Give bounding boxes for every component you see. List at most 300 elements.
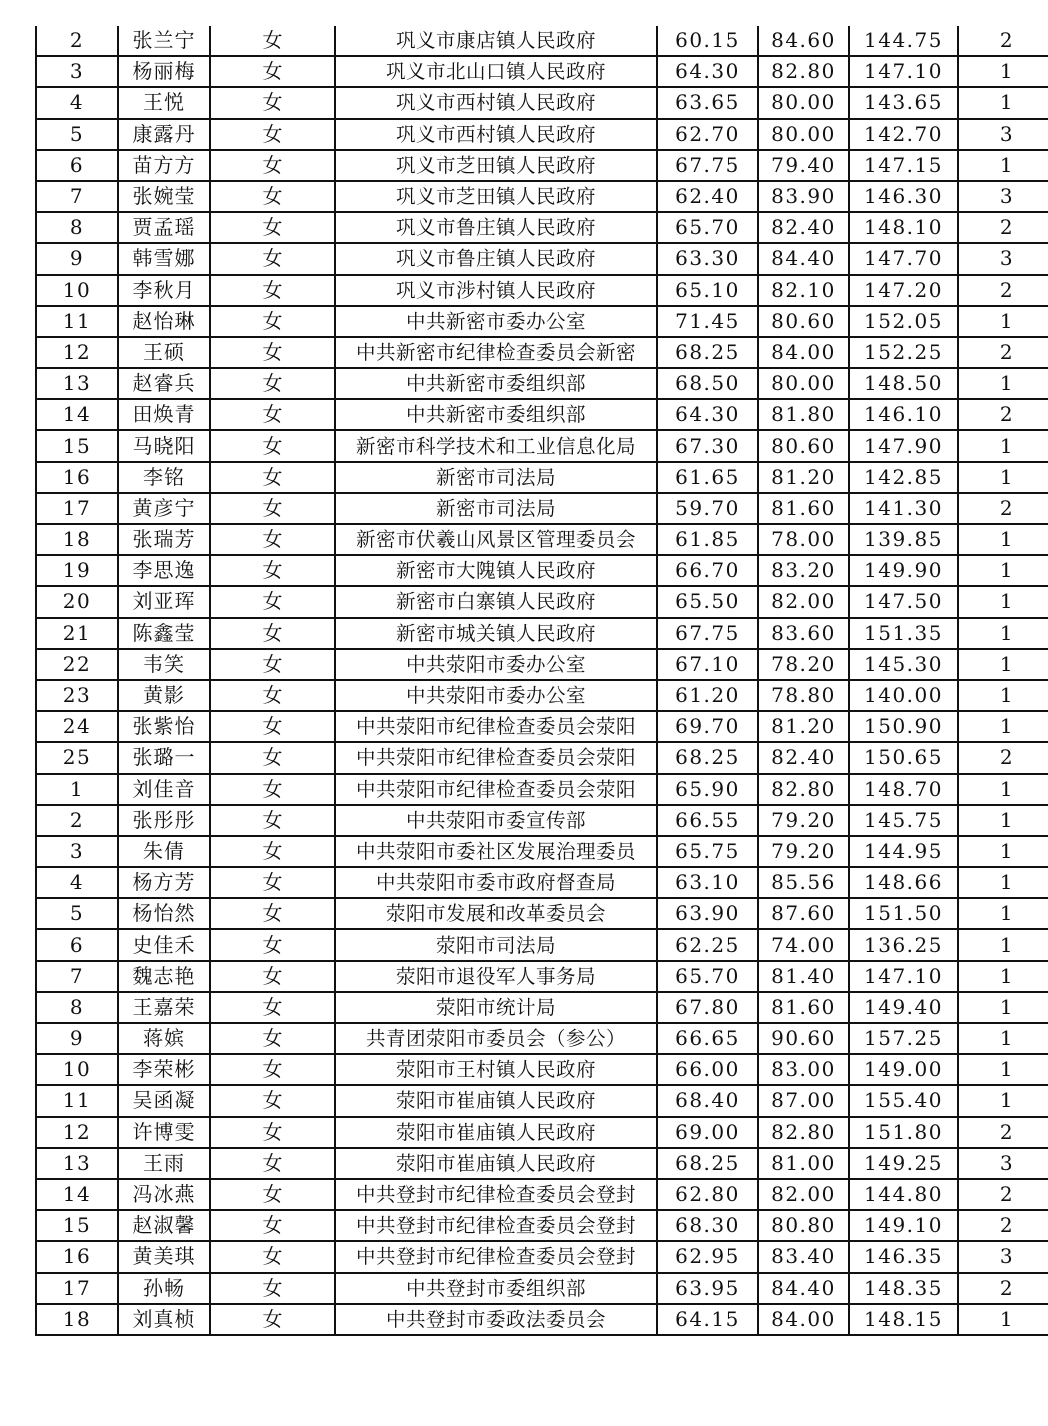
table-row bbox=[36, 181, 1048, 212]
cell-name: 李铭 bbox=[118, 462, 210, 493]
cell-gender: 女 bbox=[210, 711, 335, 742]
cell-seq-no: 18 bbox=[36, 1304, 118, 1335]
cell-gender: 女 bbox=[210, 1148, 335, 1179]
cell-gender: 女 bbox=[210, 649, 335, 680]
cell-name: 赵淑馨 bbox=[118, 1210, 210, 1241]
table-row bbox=[36, 1179, 1048, 1210]
cell-total-score: 144.95 bbox=[849, 836, 958, 867]
table-row bbox=[36, 1304, 1048, 1335]
table-row bbox=[36, 1241, 1048, 1272]
cell-written-score: 67.10 bbox=[657, 649, 758, 680]
cell-written-score: 63.95 bbox=[657, 1273, 758, 1304]
cell-gender: 女 bbox=[210, 555, 335, 586]
cell-seq-no: 13 bbox=[36, 368, 118, 399]
cell-total-score: 149.90 bbox=[849, 555, 958, 586]
cell-gender: 女 bbox=[210, 26, 335, 56]
cell-name: 田焕青 bbox=[118, 399, 210, 430]
cell-seq-no: 6 bbox=[36, 929, 118, 960]
cell-name: 杨丽梅 bbox=[118, 56, 210, 87]
cell-rank: 1 bbox=[958, 1054, 1048, 1085]
cell-organization: 荥阳市发展和改革委员会 bbox=[335, 898, 657, 929]
cell-interview-score: 79.20 bbox=[758, 805, 849, 836]
cell-seq-no: 16 bbox=[36, 1241, 118, 1272]
cell-rank: 3 bbox=[958, 1241, 1048, 1272]
cell-total-score: 147.10 bbox=[849, 961, 958, 992]
cell-gender: 女 bbox=[210, 961, 335, 992]
cell-total-score: 147.90 bbox=[849, 430, 958, 461]
cell-name: 魏志艳 bbox=[118, 961, 210, 992]
table-row bbox=[36, 1023, 1048, 1054]
cell-total-score: 144.80 bbox=[849, 1179, 958, 1210]
cell-interview-score: 82.10 bbox=[758, 275, 849, 306]
table-row bbox=[36, 555, 1048, 586]
cell-gender: 女 bbox=[210, 774, 335, 805]
table-row bbox=[36, 1085, 1048, 1116]
cell-seq-no: 12 bbox=[36, 337, 118, 368]
cell-rank: 1 bbox=[958, 430, 1048, 461]
cell-seq-no: 16 bbox=[36, 462, 118, 493]
cell-written-score: 64.30 bbox=[657, 399, 758, 430]
cell-rank: 2 bbox=[958, 212, 1048, 243]
cell-interview-score: 81.60 bbox=[758, 493, 849, 524]
cell-name: 韦笑 bbox=[118, 649, 210, 680]
cell-rank: 3 bbox=[958, 181, 1048, 212]
cell-rank: 1 bbox=[958, 961, 1048, 992]
cell-total-score: 144.75 bbox=[849, 26, 958, 56]
table-row bbox=[36, 26, 1048, 56]
cell-seq-no: 2 bbox=[36, 26, 118, 56]
cell-total-score: 157.25 bbox=[849, 1023, 958, 1054]
cell-organization: 新密市司法局 bbox=[335, 493, 657, 524]
cell-rank: 1 bbox=[958, 150, 1048, 181]
cell-gender: 女 bbox=[210, 1054, 335, 1085]
cell-total-score: 136.25 bbox=[849, 929, 958, 960]
cell-name: 冯冰燕 bbox=[118, 1179, 210, 1210]
cell-gender: 女 bbox=[210, 680, 335, 711]
cell-written-score: 66.65 bbox=[657, 1023, 758, 1054]
cell-organization: 中共新密市委办公室 bbox=[335, 306, 657, 337]
table-row bbox=[36, 586, 1048, 617]
cell-written-score: 62.40 bbox=[657, 181, 758, 212]
cell-rank: 1 bbox=[958, 306, 1048, 337]
cell-interview-score: 84.00 bbox=[758, 1304, 849, 1335]
cell-seq-no: 14 bbox=[36, 399, 118, 430]
cell-organization: 中共荥阳市纪律检查委员会荥阳 bbox=[335, 742, 657, 773]
table-row bbox=[36, 306, 1048, 337]
cell-gender: 女 bbox=[210, 462, 335, 493]
cell-total-score: 147.70 bbox=[849, 243, 958, 274]
cell-rank: 1 bbox=[958, 56, 1048, 87]
cell-seq-no: 23 bbox=[36, 680, 118, 711]
table-row bbox=[36, 898, 1048, 929]
cell-rank: 1 bbox=[958, 524, 1048, 555]
cell-name: 李思逸 bbox=[118, 555, 210, 586]
cell-name: 刘佳音 bbox=[118, 774, 210, 805]
table-row bbox=[36, 56, 1048, 87]
cell-rank: 2 bbox=[958, 1210, 1048, 1241]
cell-organization: 荥阳市退役军人事务局 bbox=[335, 961, 657, 992]
cell-interview-score: 81.20 bbox=[758, 711, 849, 742]
cell-name: 赵怡琳 bbox=[118, 306, 210, 337]
table-row bbox=[36, 836, 1048, 867]
cell-gender: 女 bbox=[210, 87, 335, 118]
cell-seq-no: 7 bbox=[36, 181, 118, 212]
table-row bbox=[36, 742, 1048, 773]
cell-interview-score: 83.20 bbox=[758, 555, 849, 586]
cell-rank: 1 bbox=[958, 836, 1048, 867]
cell-total-score: 145.75 bbox=[849, 805, 958, 836]
cell-name: 张璐一 bbox=[118, 742, 210, 773]
cell-organization: 荥阳市王村镇人民政府 bbox=[335, 1054, 657, 1085]
cell-gender: 女 bbox=[210, 524, 335, 555]
cell-seq-no: 17 bbox=[36, 1273, 118, 1304]
table-body bbox=[36, 26, 1048, 1335]
cell-total-score: 146.10 bbox=[849, 399, 958, 430]
cell-gender: 女 bbox=[210, 306, 335, 337]
cell-name: 李荣彬 bbox=[118, 1054, 210, 1085]
cell-interview-score: 83.00 bbox=[758, 1054, 849, 1085]
cell-total-score: 146.35 bbox=[849, 1241, 958, 1272]
cell-interview-score: 80.00 bbox=[758, 87, 849, 118]
cell-name: 张紫怡 bbox=[118, 711, 210, 742]
cell-organization: 荥阳市统计局 bbox=[335, 992, 657, 1023]
cell-seq-no: 7 bbox=[36, 961, 118, 992]
cell-written-score: 63.10 bbox=[657, 867, 758, 898]
cell-rank: 2 bbox=[958, 26, 1048, 56]
cell-total-score: 152.05 bbox=[849, 306, 958, 337]
cell-seq-no: 11 bbox=[36, 1085, 118, 1116]
cell-written-score: 61.85 bbox=[657, 524, 758, 555]
cell-seq-no: 18 bbox=[36, 524, 118, 555]
table-row bbox=[36, 524, 1048, 555]
cell-gender: 女 bbox=[210, 493, 335, 524]
cell-total-score: 147.10 bbox=[849, 56, 958, 87]
cell-name: 王硕 bbox=[118, 337, 210, 368]
table-row bbox=[36, 961, 1048, 992]
cell-rank: 1 bbox=[958, 1023, 1048, 1054]
cell-name: 刘亚珲 bbox=[118, 586, 210, 617]
cell-total-score: 142.85 bbox=[849, 462, 958, 493]
cell-name: 孙畅 bbox=[118, 1273, 210, 1304]
cell-interview-score: 87.60 bbox=[758, 898, 849, 929]
cell-written-score: 64.15 bbox=[657, 1304, 758, 1335]
cell-organization: 新密市科学技术和工业信息化局 bbox=[335, 430, 657, 461]
cell-organization: 中共新密市委组织部 bbox=[335, 368, 657, 399]
cell-total-score: 151.35 bbox=[849, 618, 958, 649]
cell-gender: 女 bbox=[210, 1273, 335, 1304]
cell-interview-score: 74.00 bbox=[758, 929, 849, 960]
cell-name: 张兰宁 bbox=[118, 26, 210, 56]
cell-organization: 新密市白寨镇人民政府 bbox=[335, 586, 657, 617]
cell-interview-score: 81.00 bbox=[758, 1148, 849, 1179]
cell-organization: 巩义市鲁庄镇人民政府 bbox=[335, 212, 657, 243]
cell-gender: 女 bbox=[210, 805, 335, 836]
cell-total-score: 149.00 bbox=[849, 1054, 958, 1085]
cell-rank: 2 bbox=[958, 399, 1048, 430]
cell-rank: 1 bbox=[958, 711, 1048, 742]
cell-name: 吴函凝 bbox=[118, 1085, 210, 1116]
cell-rank: 1 bbox=[958, 680, 1048, 711]
cell-rank: 2 bbox=[958, 1117, 1048, 1148]
cell-name: 蒋嫔 bbox=[118, 1023, 210, 1054]
cell-gender: 女 bbox=[210, 898, 335, 929]
cell-gender: 女 bbox=[210, 275, 335, 306]
cell-gender: 女 bbox=[210, 150, 335, 181]
cell-written-score: 68.30 bbox=[657, 1210, 758, 1241]
cell-interview-score: 84.40 bbox=[758, 243, 849, 274]
cell-seq-no: 3 bbox=[36, 836, 118, 867]
cell-organization: 巩义市西村镇人民政府 bbox=[335, 87, 657, 118]
cell-written-score: 65.70 bbox=[657, 212, 758, 243]
cell-written-score: 62.80 bbox=[657, 1179, 758, 1210]
cell-seq-no: 20 bbox=[36, 586, 118, 617]
cell-total-score: 148.10 bbox=[849, 212, 958, 243]
cell-seq-no: 9 bbox=[36, 243, 118, 274]
cell-seq-no: 10 bbox=[36, 275, 118, 306]
cell-interview-score: 82.80 bbox=[758, 56, 849, 87]
cell-written-score: 67.30 bbox=[657, 430, 758, 461]
cell-gender: 女 bbox=[210, 1210, 335, 1241]
cell-gender: 女 bbox=[210, 1241, 335, 1272]
cell-written-score: 61.65 bbox=[657, 462, 758, 493]
cell-organization: 中共新密市委组织部 bbox=[335, 399, 657, 430]
cell-seq-no: 17 bbox=[36, 493, 118, 524]
cell-interview-score: 78.00 bbox=[758, 524, 849, 555]
table-row bbox=[36, 1054, 1048, 1085]
cell-gender: 女 bbox=[210, 867, 335, 898]
cell-rank: 1 bbox=[958, 368, 1048, 399]
cell-written-score: 62.25 bbox=[657, 929, 758, 960]
cell-total-score: 148.66 bbox=[849, 867, 958, 898]
cell-total-score: 152.25 bbox=[849, 337, 958, 368]
cell-gender: 女 bbox=[210, 399, 335, 430]
cell-organization: 荥阳市崔庙镇人民政府 bbox=[335, 1117, 657, 1148]
cell-gender: 女 bbox=[210, 337, 335, 368]
table-row bbox=[36, 867, 1048, 898]
cell-gender: 女 bbox=[210, 430, 335, 461]
table-row bbox=[36, 680, 1048, 711]
cell-organization: 巩义市芝田镇人民政府 bbox=[335, 181, 657, 212]
cell-rank: 1 bbox=[958, 805, 1048, 836]
cell-interview-score: 81.40 bbox=[758, 961, 849, 992]
cell-written-score: 67.75 bbox=[657, 618, 758, 649]
cell-name: 杨怡然 bbox=[118, 898, 210, 929]
cell-name: 黄彦宁 bbox=[118, 493, 210, 524]
cell-written-score: 68.50 bbox=[657, 368, 758, 399]
table-row bbox=[36, 275, 1048, 306]
table-row bbox=[36, 774, 1048, 805]
cell-seq-no: 8 bbox=[36, 992, 118, 1023]
cell-gender: 女 bbox=[210, 181, 335, 212]
cell-interview-score: 82.80 bbox=[758, 774, 849, 805]
cell-written-score: 64.30 bbox=[657, 56, 758, 87]
table-row bbox=[36, 399, 1048, 430]
cell-written-score: 67.80 bbox=[657, 992, 758, 1023]
cell-interview-score: 80.00 bbox=[758, 119, 849, 150]
cell-interview-score: 84.40 bbox=[758, 1273, 849, 1304]
cell-gender: 女 bbox=[210, 836, 335, 867]
cell-rank: 1 bbox=[958, 462, 1048, 493]
table-row bbox=[36, 992, 1048, 1023]
table-row bbox=[36, 649, 1048, 680]
cell-total-score: 149.40 bbox=[849, 992, 958, 1023]
cell-gender: 女 bbox=[210, 368, 335, 399]
cell-organization: 中共登封市委组织部 bbox=[335, 1273, 657, 1304]
cell-total-score: 142.70 bbox=[849, 119, 958, 150]
cell-written-score: 63.30 bbox=[657, 243, 758, 274]
cell-rank: 1 bbox=[958, 87, 1048, 118]
cell-written-score: 68.40 bbox=[657, 1085, 758, 1116]
cell-written-score: 62.95 bbox=[657, 1241, 758, 1272]
cell-interview-score: 81.80 bbox=[758, 399, 849, 430]
cell-rank: 1 bbox=[958, 992, 1048, 1023]
cell-written-score: 69.70 bbox=[657, 711, 758, 742]
cell-total-score: 149.10 bbox=[849, 1210, 958, 1241]
cell-seq-no: 15 bbox=[36, 430, 118, 461]
cell-organization: 中共登封市纪律检查委员会登封 bbox=[335, 1210, 657, 1241]
table-row bbox=[36, 618, 1048, 649]
cell-gender: 女 bbox=[210, 1085, 335, 1116]
cell-interview-score: 82.00 bbox=[758, 1179, 849, 1210]
cell-seq-no: 8 bbox=[36, 212, 118, 243]
cell-organization: 中共登封市委政法委员会 bbox=[335, 1304, 657, 1335]
cell-rank: 1 bbox=[958, 649, 1048, 680]
cell-organization: 新密市大隗镇人民政府 bbox=[335, 555, 657, 586]
table-row bbox=[36, 87, 1048, 118]
cell-written-score: 67.75 bbox=[657, 150, 758, 181]
cell-seq-no: 2 bbox=[36, 805, 118, 836]
cell-total-score: 150.90 bbox=[849, 711, 958, 742]
cell-organization: 中共登封市纪律检查委员会登封 bbox=[335, 1241, 657, 1272]
cell-written-score: 66.70 bbox=[657, 555, 758, 586]
cell-organization: 荥阳市司法局 bbox=[335, 929, 657, 960]
cell-seq-no: 4 bbox=[36, 867, 118, 898]
table-row bbox=[36, 430, 1048, 461]
cell-total-score: 151.50 bbox=[849, 898, 958, 929]
cell-rank: 2 bbox=[958, 493, 1048, 524]
cell-rank: 2 bbox=[958, 1179, 1048, 1210]
cell-name: 刘真桢 bbox=[118, 1304, 210, 1335]
cell-name: 苗方方 bbox=[118, 150, 210, 181]
cell-rank: 2 bbox=[958, 742, 1048, 773]
cell-gender: 女 bbox=[210, 618, 335, 649]
cell-interview-score: 79.40 bbox=[758, 150, 849, 181]
cell-seq-no: 5 bbox=[36, 898, 118, 929]
cell-organization: 巩义市涉村镇人民政府 bbox=[335, 275, 657, 306]
table-row bbox=[36, 1148, 1048, 1179]
cell-written-score: 65.75 bbox=[657, 836, 758, 867]
cell-rank: 3 bbox=[958, 1148, 1048, 1179]
cell-seq-no: 19 bbox=[36, 555, 118, 586]
cell-total-score: 148.15 bbox=[849, 1304, 958, 1335]
table-row bbox=[36, 368, 1048, 399]
cell-name: 韩雪娜 bbox=[118, 243, 210, 274]
cell-seq-no: 21 bbox=[36, 618, 118, 649]
cell-interview-score: 80.00 bbox=[758, 368, 849, 399]
cell-organization: 新密市城关镇人民政府 bbox=[335, 618, 657, 649]
cell-total-score: 146.30 bbox=[849, 181, 958, 212]
cell-organization: 中共荥阳市纪律检查委员会荥阳 bbox=[335, 711, 657, 742]
cell-seq-no: 12 bbox=[36, 1117, 118, 1148]
cell-interview-score: 84.60 bbox=[758, 26, 849, 56]
cell-written-score: 65.10 bbox=[657, 275, 758, 306]
cell-gender: 女 bbox=[210, 1023, 335, 1054]
cell-interview-score: 81.60 bbox=[758, 992, 849, 1023]
cell-name: 赵睿兵 bbox=[118, 368, 210, 399]
cell-seq-no: 13 bbox=[36, 1148, 118, 1179]
cell-rank: 2 bbox=[958, 275, 1048, 306]
cell-organization: 中共登封市纪律检查委员会登封 bbox=[335, 1179, 657, 1210]
cell-organization: 中共荥阳市委办公室 bbox=[335, 680, 657, 711]
cell-name: 马晓阳 bbox=[118, 430, 210, 461]
table-row bbox=[36, 119, 1048, 150]
cell-written-score: 59.70 bbox=[657, 493, 758, 524]
cell-name: 张瑞芳 bbox=[118, 524, 210, 555]
results-table bbox=[35, 26, 1048, 1336]
cell-total-score: 149.25 bbox=[849, 1148, 958, 1179]
cell-gender: 女 bbox=[210, 119, 335, 150]
cell-gender: 女 bbox=[210, 929, 335, 960]
cell-name: 史佳禾 bbox=[118, 929, 210, 960]
cell-rank: 1 bbox=[958, 898, 1048, 929]
cell-total-score: 147.20 bbox=[849, 275, 958, 306]
cell-written-score: 63.65 bbox=[657, 87, 758, 118]
cell-seq-no: 6 bbox=[36, 150, 118, 181]
cell-seq-no: 11 bbox=[36, 306, 118, 337]
cell-name: 黄影 bbox=[118, 680, 210, 711]
cell-seq-no: 15 bbox=[36, 1210, 118, 1241]
cell-total-score: 148.70 bbox=[849, 774, 958, 805]
cell-name: 李秋月 bbox=[118, 275, 210, 306]
cell-total-score: 155.40 bbox=[849, 1085, 958, 1116]
cell-seq-no: 4 bbox=[36, 87, 118, 118]
cell-name: 张彤彤 bbox=[118, 805, 210, 836]
cell-rank: 2 bbox=[958, 337, 1048, 368]
table-row bbox=[36, 805, 1048, 836]
cell-total-score: 141.30 bbox=[849, 493, 958, 524]
cell-total-score: 148.35 bbox=[849, 1273, 958, 1304]
cell-seq-no: 3 bbox=[36, 56, 118, 87]
cell-organization: 中共荥阳市委社区发展治理委员 bbox=[335, 836, 657, 867]
cell-total-score: 139.85 bbox=[849, 524, 958, 555]
cell-organization: 荥阳市崔庙镇人民政府 bbox=[335, 1148, 657, 1179]
cell-total-score: 145.30 bbox=[849, 649, 958, 680]
cell-gender: 女 bbox=[210, 56, 335, 87]
cell-written-score: 66.55 bbox=[657, 805, 758, 836]
cell-name: 康露丹 bbox=[118, 119, 210, 150]
cell-written-score: 69.00 bbox=[657, 1117, 758, 1148]
cell-interview-score: 87.00 bbox=[758, 1085, 849, 1116]
cell-seq-no: 5 bbox=[36, 119, 118, 150]
table-row bbox=[36, 1117, 1048, 1148]
table-row bbox=[36, 1273, 1048, 1304]
cell-rank: 1 bbox=[958, 867, 1048, 898]
cell-interview-score: 80.60 bbox=[758, 306, 849, 337]
cell-rank: 3 bbox=[958, 119, 1048, 150]
cell-total-score: 147.15 bbox=[849, 150, 958, 181]
cell-written-score: 66.00 bbox=[657, 1054, 758, 1085]
cell-written-score: 68.25 bbox=[657, 1148, 758, 1179]
document-page bbox=[35, 26, 1019, 1336]
cell-gender: 女 bbox=[210, 992, 335, 1023]
table-row bbox=[36, 711, 1048, 742]
cell-organization: 巩义市鲁庄镇人民政府 bbox=[335, 243, 657, 274]
cell-organization: 共青团荥阳市委员会（参公） bbox=[335, 1023, 657, 1054]
cell-written-score: 68.25 bbox=[657, 742, 758, 773]
cell-rank: 3 bbox=[958, 243, 1048, 274]
cell-seq-no: 24 bbox=[36, 711, 118, 742]
cell-gender: 女 bbox=[210, 1179, 335, 1210]
